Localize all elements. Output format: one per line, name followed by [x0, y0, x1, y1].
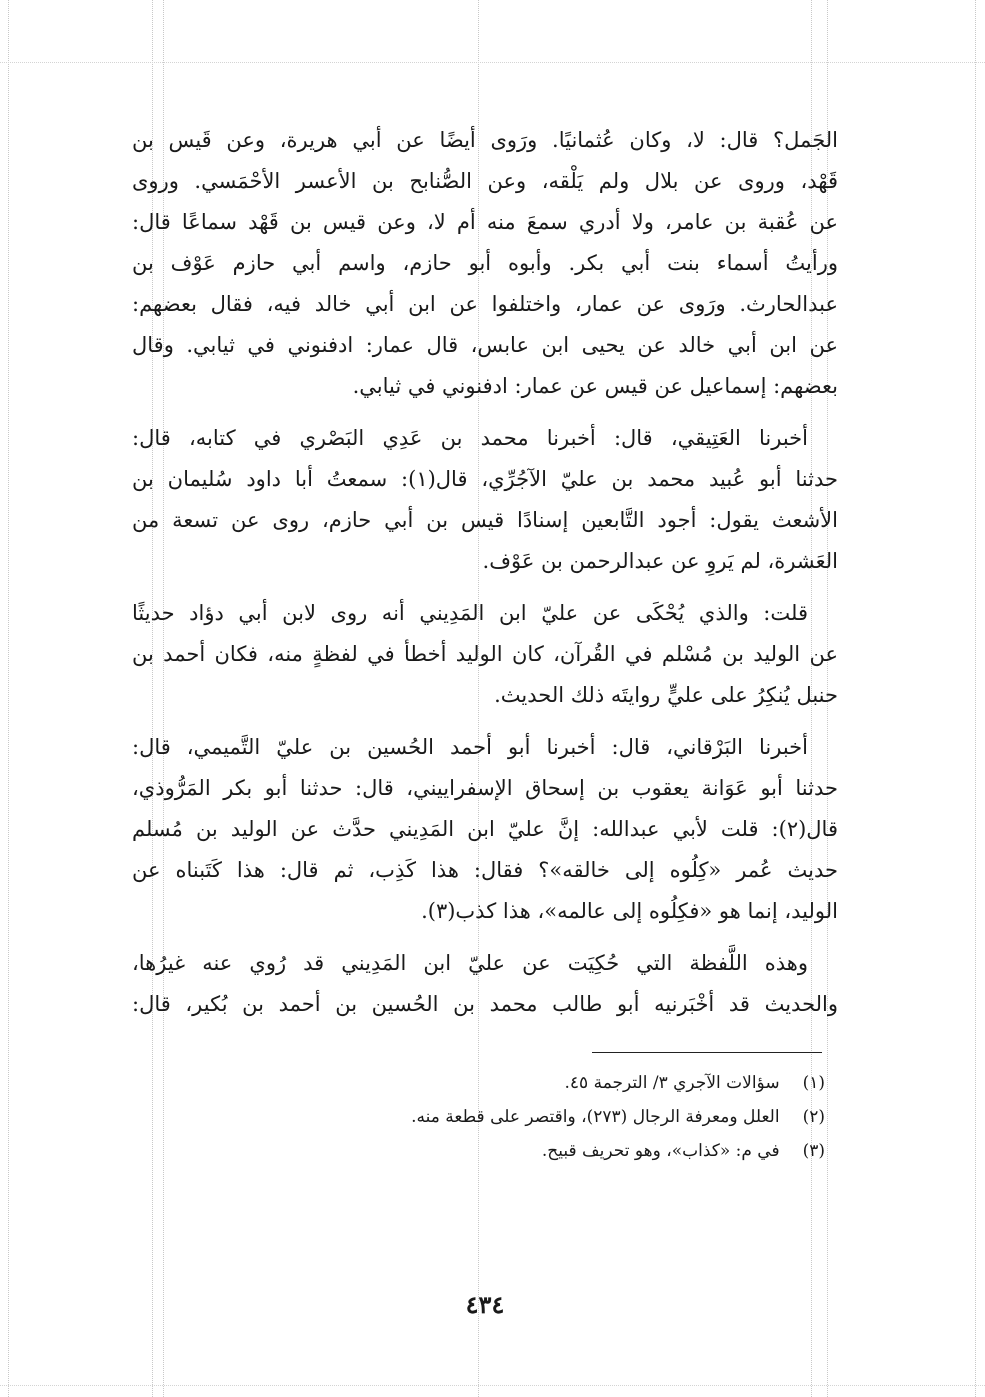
footnote-2	[300, 1100, 825, 1134]
footnotes	[300, 1066, 825, 1168]
main-text	[132, 120, 838, 1025]
text-line: وهذه اللَّفظة التي حُكِيَت عن عليّ ابن المَدِيني قد رُوي عنه غيرُها،	[132, 951, 808, 975]
paragraph-4	[132, 727, 838, 932]
footnote-number: (٢)	[802, 1107, 825, 1127]
text-line: حنبل يُنكِرُ على عليٍّ روايتَه ذلك الحديث.	[494, 683, 838, 707]
text-line: عن ابن أبي خالد عن يحيى ابن عابس، قال عمار: ادفنوني في ثيابي. وقال	[132, 333, 838, 357]
text-line: الجَمل؟ قال: لا، وكان عُثمانيًا. ورَوى أيضًا عن أبي هريرة، وعن قَيس بن	[132, 128, 838, 152]
text-line: حدثنا أبو عَوَانة يعقوب بن إسحاق الإسفراييني، قال: حدثنا أبو بكر المَرُّوذي،	[132, 776, 838, 800]
text-line: عبدالحارث. ورَوى عن عمار، واختلفوا عن ابن أبي خالد فيه، فقال بعضهم:	[132, 292, 838, 316]
page-number: ٤٣٤	[465, 1290, 505, 1319]
footnote-number: (٣)	[802, 1141, 825, 1161]
text-line: ورأيتُ أسماء بنت أبي بكر. وأبوه أبو حازم، واسم أبي حازم عَوْف بن	[132, 251, 838, 275]
footnote-divider	[592, 1052, 822, 1053]
text-line: قال(٢): قلت لأبي عبدالله: إنَّ عليّ ابن المَدِيني حدَّث عن الوليد بن مُسلم	[132, 817, 838, 841]
text-line: قَهْد، وروى عن بلال ولم يَلْقه، وعن الصُّنابح بن الأعسر الأحْمَسي. وروى	[132, 169, 838, 193]
paragraph-1	[132, 120, 838, 407]
scan-guide-line	[8, 0, 9, 1397]
footnote-3	[300, 1134, 825, 1168]
text-line: حدثنا أبو عُبيد محمد بن عليّ الآجُرِّي، قال(١): سمعتُ أبا داود سُليمان بن	[132, 467, 838, 491]
text-line: قلت: والذي يُحْكَى عن عليّ ابن المَدِيني أنه روى لابن أبي دؤاد حديثًا	[132, 601, 808, 625]
text-line: عن الوليد بن مُسْلم في القُرآن، كان الوليد أخطأ في لفظةٍ منه، فكان أحمد بن	[132, 642, 838, 666]
text-line: والحديث قد أخْبَرنيه أبو طالب محمد بن الحُسين بن أحمد بن بُكير، قال:	[132, 992, 838, 1016]
text-line: حديث عُمر «كِلُوه إلى خالقه»؟ فقال: هذا كَذِب، ثم قال: هذا كَتَبناه عن	[132, 858, 838, 882]
scan-guide-line	[0, 62, 985, 63]
footnote-text: سؤالات الآجري ٣/ الترجمة ٤٥.	[564, 1073, 780, 1093]
scan-guide-line	[0, 1385, 985, 1386]
text-line: أخبرنا البَرْقاني، قال: أخبرنا أبو أحمد الحُسين بن عليّ التَّميمي، قال:	[132, 735, 808, 759]
paragraph-5	[132, 943, 838, 1025]
footnote-number: (١)	[802, 1073, 825, 1093]
text-line: الوليد، إنما هو «فكِلُوه إلى عالمه»، هذا كذب(٣).	[421, 899, 838, 923]
text-line: العَشرة، لم يَروِ عن عبدالرحمن بن عَوْف.	[482, 549, 838, 573]
text-line: عن عُقبة بن عامر، ولا أدري سمعَ منه أم لا، وعن قيس بن قَهْد سماعًا قال:	[132, 210, 838, 234]
paragraph-3	[132, 593, 838, 716]
footnote-text: في م: «كذاب»، وهو تحريف قبيح.	[541, 1141, 780, 1161]
footnote-1	[300, 1066, 825, 1100]
text-line: أخبرنا العَتِيقي، قال: أخبرنا محمد بن عَدِي البَصْري في كتابه، قال:	[132, 426, 808, 450]
text-line: بعضهم: إسماعيل عن قيس عن عمار: ادفنوني في ثيابي.	[352, 374, 838, 398]
text-line: الأشعث يقول: أجود التَّابعين إسنادًا قيس بن أبي حازم، روى عن تسعة من	[132, 508, 838, 532]
scan-guide-line	[975, 0, 976, 1397]
footnote-text: العلل ومعرفة الرجال (٢٧٣)، واقتصر على قطعة منه.	[411, 1107, 780, 1127]
paragraph-2	[132, 418, 838, 582]
